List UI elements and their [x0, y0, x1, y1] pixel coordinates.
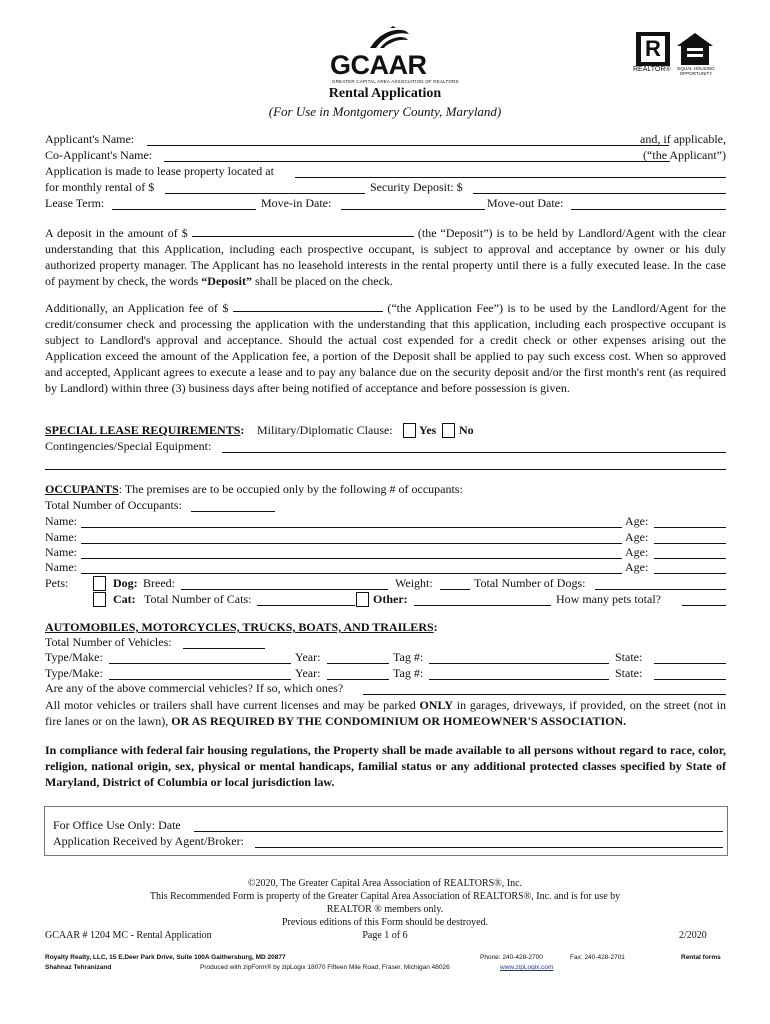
vehicle-type-field[interactable]: [109, 663, 291, 664]
total-occupants-row: [45, 498, 726, 514]
occupant-name-field[interactable]: [81, 543, 622, 544]
vehicles-heading-row: [45, 620, 726, 636]
how-many-pets-field[interactable]: [682, 605, 726, 606]
cat-label: Cat:: [113, 592, 136, 606]
contingencies-field-2[interactable]: [45, 469, 726, 470]
occupant-name-field[interactable]: [81, 573, 622, 574]
other-pet-label: Other:: [373, 592, 408, 606]
office-received-row: [53, 834, 723, 850]
occupants-heading-row: [45, 482, 726, 498]
vehicle-state-label: State:: [615, 650, 643, 664]
special-lease-heading: SPECIAL LEASE REQUIREMENTS: [45, 423, 241, 437]
commercial-vehicles-field[interactable]: [363, 694, 726, 695]
parking-text-1: All motor vehicles or trailers shall have current licenses and may be parked: [45, 698, 420, 712]
occupant-age-field[interactable]: [654, 558, 726, 559]
weight-label: Weight:: [395, 576, 433, 590]
application-fee-field[interactable]: [233, 301, 383, 312]
footer-page-number: Page 1 of 6: [362, 930, 408, 941]
applicant-name-row: [45, 132, 726, 148]
vehicle-tag-field[interactable]: [429, 663, 609, 664]
occupant-name-label: Name:: [45, 545, 77, 559]
vehicles-heading: AUTOMOBILES, MOTORCYCLES, TRUCKS, BOATS, AND TRAILERS: [45, 620, 434, 634]
footer-date: 2/2020: [679, 930, 707, 941]
deposit-bold-word: “Deposit”: [201, 274, 252, 289]
pets-dog-row: [45, 576, 726, 592]
vehicle-year-field[interactable]: [327, 679, 389, 680]
military-yes-checkbox[interactable]: [403, 423, 416, 438]
dog-label: Dog:: [113, 576, 138, 590]
vehicle-tag-label: Tag #:: [393, 666, 424, 680]
monthly-rent-label: for monthly rental of $: [45, 180, 155, 194]
total-cats-field[interactable]: [257, 605, 355, 606]
footer-recommended: This Recommended Form is property of the Greater Capital Area Association of REALTORS®, Inc. and is for use by: [149, 891, 621, 902]
vehicle-tag-field[interactable]: [429, 679, 609, 680]
applicant-name-field[interactable]: [147, 145, 669, 146]
occupants-intro: : The premises are to be occupied only by the following # of occupants:: [118, 482, 463, 496]
move-out-label: Move-out Date:: [487, 196, 564, 210]
vehicle-type-field[interactable]: [109, 679, 291, 680]
footer-members: REALTOR ® members only.: [326, 904, 444, 915]
office-date-field[interactable]: [194, 831, 723, 832]
total-vehicles-label: Total Number of Vehicles:: [45, 635, 172, 649]
page-title: Rental Application: [328, 86, 442, 101]
vehicle-year-field[interactable]: [327, 663, 389, 664]
office-use-box: [44, 806, 728, 856]
total-dogs-label: Total Number of Dogs:: [474, 576, 586, 590]
fee-text: (“the Application Fee”) is to be used by the Landlord/Agent for the credit/consumer check and processing the application with the understanding that this application, including each prospective occupant is subject to Landlord's approval and acceptance. Should the actual cost expended for a credit check or other expenses arising out the Application exceed the amount of the Application fee, a portion of the Deposit shall be applied to pay such excess cost. When so approved and accepted, Applicant agrees to execute a lease and to pay any balance due on the security deposit and/or the first month's rent (as required by Landlord) within three (3) business days after being notified of acceptance and before possession is given.: [45, 301, 727, 396]
breed-field[interactable]: [181, 589, 388, 590]
footer-form-id: GCAAR # 1204 MC - Rental Application: [45, 930, 212, 941]
lease-term-row: [45, 196, 726, 212]
occupant-name-label: Name:: [45, 530, 77, 544]
realtor-logo-word: REALTOR®: [633, 66, 671, 73]
contingencies-row: [45, 439, 726, 455]
occupant-name-label: Name:: [45, 514, 77, 528]
occupant-age-field[interactable]: [654, 543, 726, 544]
property-row: [45, 164, 726, 180]
occupant-name-field[interactable]: [81, 527, 622, 528]
footer-brokerage: Royalty Realty, LLC, 15 E.Deer Park Drive, Suite 100A Gaithersburg, MD 20877: [45, 954, 286, 961]
occupant-age-label: Age:: [625, 514, 649, 528]
office-received-label: Application Received by Agent/Broker:: [53, 834, 244, 848]
property-label: Application is made to lease property located at: [45, 164, 274, 178]
footer-phone: Phone: 240-428-2700: [480, 954, 543, 961]
office-date-label: For Office Use Only: Date: [53, 818, 181, 832]
eho-logo-word: EQUAL HOUSING OPPORTUNITY: [677, 66, 715, 76]
total-cats-label: Total Number of Cats:: [144, 592, 252, 606]
deposit-text-1: (the “Deposit”) is to be held by Landlord/Agent with the clear understanding that this Application, including each prospective occupant, is subject to approval and acceptance by owner or his duly authorized property manager. The Applicant has no leasehold interests in the rental property until there is a fully executed lease. In the case of payment by check, the words: [45, 226, 727, 289]
weight-field[interactable]: [440, 589, 470, 590]
total-occupants-field[interactable]: [191, 511, 275, 512]
property-address-field[interactable]: [295, 177, 726, 178]
occupant-age-label: Age:: [625, 545, 649, 559]
footer-previous: Previous editions of this Form should be destroyed.: [281, 917, 489, 928]
gcaar-logo: [328, 26, 459, 84]
vehicle-row: [45, 666, 726, 682]
gcaar-logo-word: GCAAR: [330, 50, 427, 80]
capitol-dome-icon: [366, 26, 410, 52]
deposit-paragraph: [45, 225, 726, 289]
occupant-row: [45, 560, 726, 576]
applicant-name-suffix: and, if applicable,: [640, 132, 726, 146]
dog-checkbox[interactable]: [93, 576, 106, 591]
footer-fax: Fax: 240-428-2701: [570, 954, 625, 961]
vehicle-type-label: Type/Make:: [45, 650, 103, 664]
contingencies-row-2: [45, 456, 726, 472]
co-applicant-suffix: (“the Applicant”): [643, 148, 726, 162]
parking-paragraph: [45, 697, 726, 729]
occupant-row: [45, 514, 726, 530]
occupant-row: [45, 545, 726, 561]
total-vehicles-field[interactable]: [183, 648, 265, 649]
vehicle-state-field[interactable]: [654, 679, 726, 680]
office-date-row: [53, 818, 723, 834]
move-in-date-field[interactable]: [341, 209, 485, 210]
occupant-age-label: Age:: [625, 560, 649, 574]
vehicles-heading-colon: :: [433, 620, 438, 634]
breed-label: Breed:: [143, 576, 175, 590]
parking-text-2: in garages, driveways, if provided, on the street (not in fire lanes or on the lawn),: [45, 698, 726, 729]
military-no-checkbox[interactable]: [442, 423, 455, 438]
pets-label: Pets:: [45, 576, 69, 590]
contingencies-field[interactable]: [222, 452, 726, 453]
gcaar-logo-tagline: GREATER CAPITAL AREA ASSOCIATION OF REALTORS: [332, 79, 459, 84]
co-applicant-row: [45, 148, 726, 164]
vehicle-year-label: Year:: [295, 650, 321, 664]
lease-term-label: Lease Term:: [45, 196, 105, 210]
security-deposit-label: Security Deposit: $: [370, 180, 463, 194]
occupant-name-field[interactable]: [81, 558, 622, 559]
fair-housing-paragraph: In compliance with federal fair housing regulations, the Property shall be made available to all persons without regard to race, color, religion, national origin, sex, physical or mental handicaps, familial status or any additional protected classes specified by State of Maryland, District of Columbia or local jurisdiction law.: [45, 743, 726, 790]
parking-only: ONLY: [419, 698, 454, 712]
deposit-amount-field[interactable]: [192, 226, 414, 237]
occupant-name-label: Name:: [45, 560, 77, 574]
application-fee-paragraph: [45, 300, 726, 397]
footer-copyright: ©2020, The Greater Capital Area Association of REALTORS®, Inc.: [247, 878, 523, 889]
footer-document-name: Rental forms: [681, 954, 721, 961]
move-out-date-field[interactable]: [571, 209, 726, 210]
footer-produced-with: Produced with zipForm® by zipLogix 18070 Fifteen Mile Road, Fraser, Michigan 48026: [200, 964, 450, 971]
move-in-label: Move-in Date:: [261, 196, 332, 210]
occupant-row: [45, 530, 726, 546]
occupants-heading: OCCUPANTS: [45, 482, 119, 496]
cat-checkbox[interactable]: [93, 592, 106, 607]
deposit-text-2: shall be placed on the check.: [251, 274, 393, 289]
vehicle-row: [45, 650, 726, 666]
total-occupants-label: Total Number of Occupants:: [45, 498, 182, 512]
lease-term-field[interactable]: [112, 209, 256, 210]
page-subtitle: (For Use in Montgomery County, Maryland): [268, 104, 502, 119]
vehicle-tag-label: Tag #:: [393, 650, 424, 664]
office-received-field[interactable]: [255, 847, 723, 848]
vehicle-state-field[interactable]: [654, 663, 726, 664]
vehicle-state-label: State:: [615, 666, 643, 680]
vehicle-type-label: Type/Make:: [45, 666, 103, 680]
other-pet-field[interactable]: [414, 605, 551, 606]
applicant-name-label: Applicant's Name:: [45, 132, 135, 146]
footer-ziplogix-link[interactable]: www.zipLogix.com: [500, 964, 554, 971]
equal-housing-icon: [676, 32, 714, 66]
footer-agent: Shahnaz Tehranizand: [45, 964, 112, 971]
total-dogs-field[interactable]: [595, 589, 726, 590]
security-deposit-field[interactable]: [473, 193, 726, 194]
co-applicant-label: Co-Applicant's Name:: [45, 148, 153, 162]
occupant-age-label: Age:: [625, 530, 649, 544]
contingencies-label: Contingencies/Special Equipment:: [45, 439, 212, 453]
military-no-label: No: [459, 423, 474, 437]
total-vehicles-row: [45, 635, 726, 651]
vehicle-year-label: Year:: [295, 666, 321, 680]
other-pet-checkbox[interactable]: [356, 592, 369, 607]
realtor-logo-icon: R: [636, 32, 670, 66]
fee-lead: Additionally, an Application fee of $: [45, 301, 229, 315]
parking-bold-text: OR AS REQUIRED BY THE CONDOMINIUM OR HOMEOWNER'S ASSOCIATION.: [171, 714, 627, 729]
occupant-age-field[interactable]: [654, 527, 726, 528]
monthly-rent-field[interactable]: [165, 193, 365, 194]
special-lease-colon: :: [240, 423, 245, 437]
military-yes-label: Yes: [419, 423, 437, 437]
deposit-lead: A deposit in the amount of $: [45, 226, 188, 240]
co-applicant-name-field[interactable]: [164, 161, 670, 162]
pets-cat-row: [45, 592, 726, 608]
commercial-vehicles-label: Are any of the above commercial vehicles? If so, which ones?: [45, 681, 344, 695]
military-clause-label: Military/Diplomatic Clause:: [257, 423, 393, 437]
rent-row: [45, 180, 726, 196]
commercial-vehicles-row: [45, 681, 726, 697]
occupant-age-field[interactable]: [654, 573, 726, 574]
how-many-pets-label: How many pets total?: [556, 592, 661, 606]
special-lease-row: [45, 423, 726, 439]
